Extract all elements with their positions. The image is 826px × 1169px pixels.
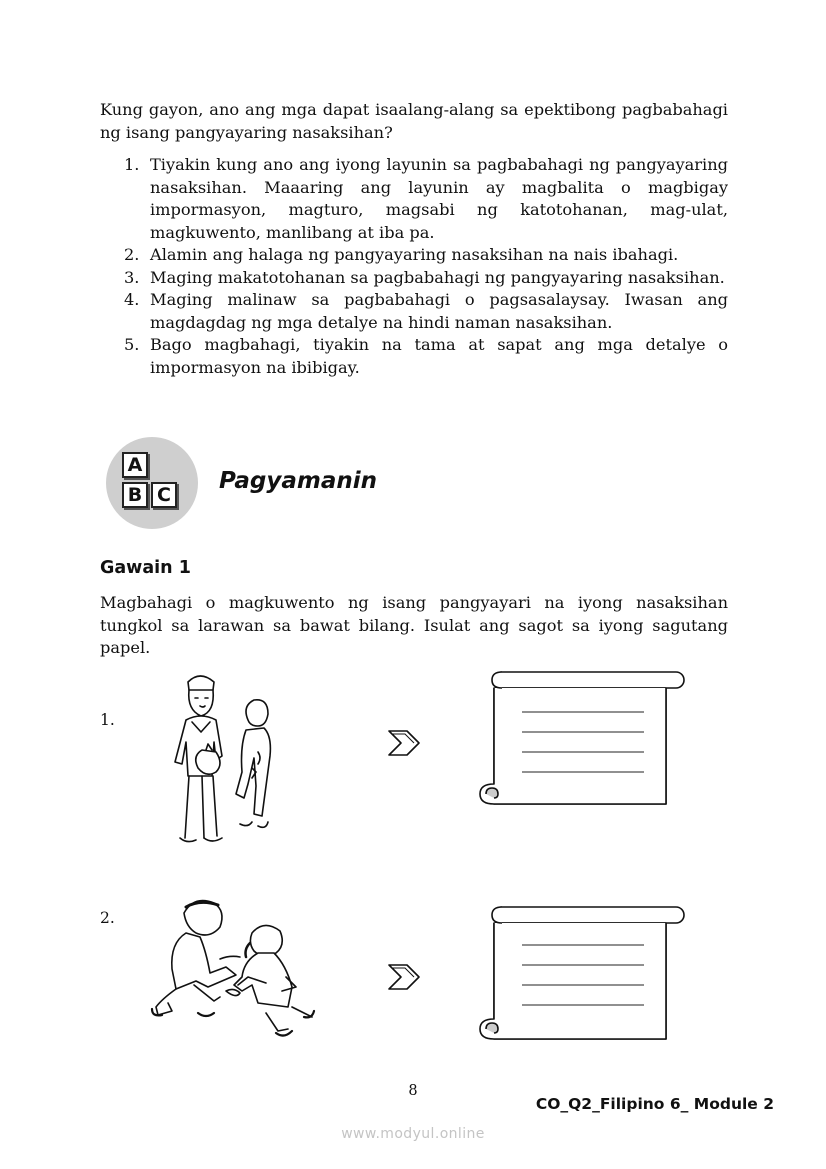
activity-instructions: Magbahagi o magkuwento ng isang pangyayari na iyong nasaksihan tungkol sa larawan sa bawat bilang. Isulat ang sagot sa iyong sagutang papel. — [100, 593, 728, 657]
list-item-number: 1. — [124, 155, 140, 174]
block-b: B — [122, 482, 148, 508]
activity-title: Gawain 1 — [100, 558, 191, 578]
list-item — [124, 267, 728, 290]
list-item — [124, 289, 728, 334]
item-number: 1. — [100, 711, 115, 729]
section-title: Pagyamanin — [219, 468, 378, 494]
steps-list — [124, 154, 728, 379]
boy-giving-bag-illustration — [158, 668, 288, 852]
list-item-text: Tiyakin kung ano ang iyong layunin sa pagbabahagi ng pangyayaring nasaksihan. Maaaring ang layunin ay magbalita o magbigay impormasyon, magturo, magsabi ng katotohanan, mag-ulat, magkuwento, manlibang at iba pa. — [150, 155, 728, 242]
chevron-right-icon — [387, 729, 421, 757]
block-a: A — [122, 452, 148, 478]
list-item-text: Maging malinaw sa pagbabahagi o pagsasalaysay. Iwasan ang magdagdag ng mga detalye na hindi naman nasaksihan. — [150, 290, 728, 332]
list-item-number: 5. — [124, 335, 140, 354]
list-item — [124, 154, 728, 244]
abc-blocks-icon — [106, 437, 198, 529]
page-number: 8 — [408, 1083, 418, 1099]
item-number: 2. — [100, 909, 115, 927]
list-item-number: 2. — [124, 245, 140, 264]
watermark: www.modyul.online — [341, 1126, 485, 1142]
list-item — [124, 334, 728, 379]
list-item-text: Alamin ang halaga ng pangyayaring nasaksihan na nais ibahagi. — [150, 245, 679, 264]
block-c: C — [151, 482, 177, 508]
answer-scroll — [472, 668, 690, 808]
list-item — [124, 244, 728, 267]
list-item-number: 3. — [124, 267, 140, 287]
list-item-text: Maging makatotohanan sa pagbabahagi ng pangyayaring nasaksihan. — [150, 267, 725, 287]
kneeling-girls-illustration — [146, 893, 320, 1045]
list-item-number: 4. — [124, 290, 140, 309]
list-item-text: Bago magbahagi, tiyakin na tama at sapat ang mga detalye o impormasyon na ibibigay. — [150, 335, 728, 377]
module-code: CO_Q2_Filipino 6_ Module 2 — [535, 1095, 774, 1113]
chevron-right-icon — [387, 963, 421, 991]
answer-scroll — [472, 903, 690, 1043]
intro-question: Kung gayon, ano ang mga dapat isaalang-alang sa epektibong pagbabahagi ng isang pangyayaring nasaksihan? — [100, 100, 728, 142]
